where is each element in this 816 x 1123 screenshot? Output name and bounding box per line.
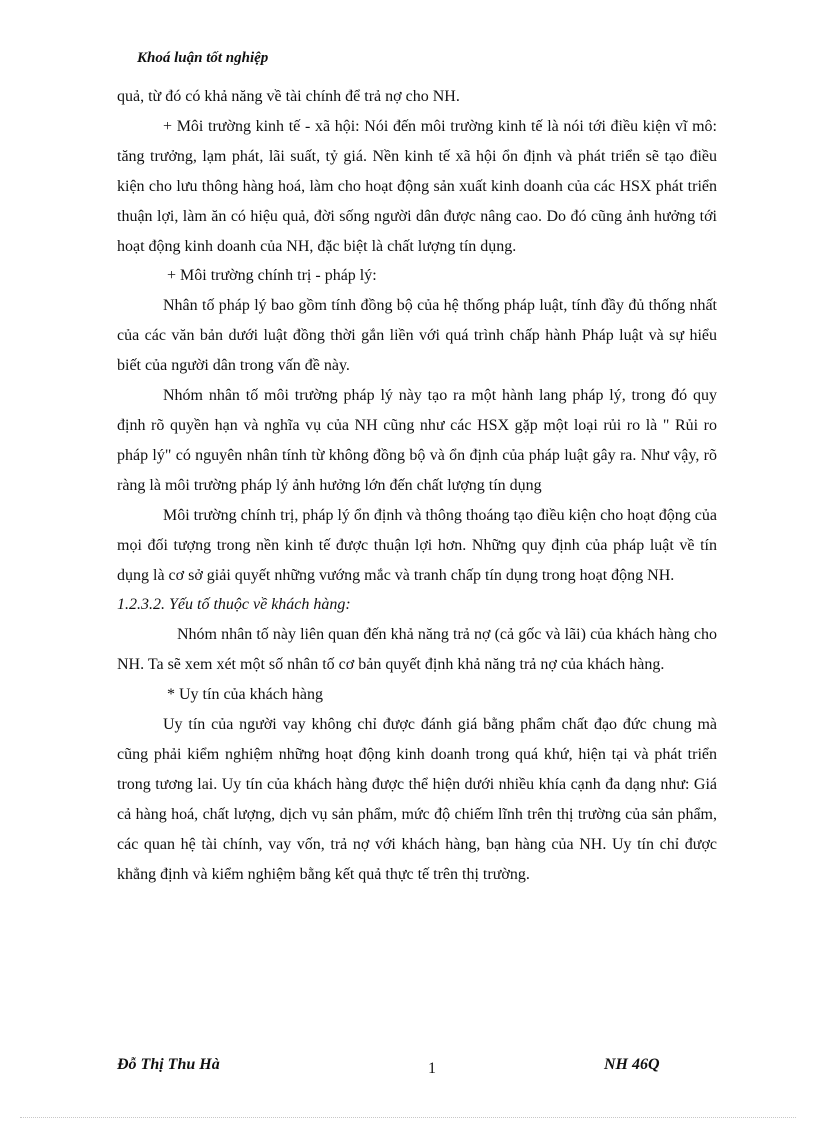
paragraph-customer-reputation-heading: * Uy tín của khách hàng (167, 686, 323, 704)
paragraph-political-legal-heading: + Môi trường chính trị - pháp lý: (167, 267, 377, 285)
paragraph-political-stability: Môi trường chính trị, pháp lý ổn định và thông thoáng tạo điều kiện cho hoạt động của mọi đối tượng trong nền kinh tế được thuận lợi hơn. Những quy định của pháp luật về tín dụng là cơ sở giải quyết những vướng mắc và tranh chấp tín dụng trong hoạt động NH. (117, 506, 717, 584)
page-bottom-divider (20, 1117, 796, 1118)
footer-class: NH 46Q (604, 1056, 660, 1073)
page-number: 1 (428, 1060, 436, 1077)
paragraph-legal-corridor: Nhóm nhân tố môi trường pháp lý này tạo ra một hành lang pháp lý, trong đó quy định rõ quyền hạn và nghĩa vụ của NH cũng như các HSX gặp một loại rủi ro là " Rủi ro pháp lý" có nguyên nhân tính từ không đồng bộ và ổn định của pháp luật gây ra. Như vậy, rõ ràng là môi trường pháp lý ảnh hưởng lớn đến chất lượng tín dụng (117, 387, 717, 494)
section-heading: 1.2.3.2. Yếu tố thuộc về khách hàng: (117, 596, 351, 614)
paragraph-customer-factors: Nhóm nhân tố này liên quan đến khả năng trả nợ (cả gốc và lãi) của khách hàng cho NH. Ta sẽ xem xét một số nhân tố cơ bản quyết định khả năng trả nợ của khách hàng. (117, 626, 717, 674)
paragraph-customer-reputation: Uy tín của người vay không chỉ được đánh giá bằng phẩm chất đạo đức chung mà cũng phải kiểm nghiệm những hoạt động kinh doanh trong quá khứ, hiện tại và phát triển trong tương lai. Uy tín của khách hàng được thể hiện dưới nhiều khía cạnh đa dạng như: Giá cả hàng hoá, chất lượng, dịch vụ sản phẩm, mức độ chiếm lĩnh trên thị trường của sản phẩm, các quan hệ tài chính, vay vốn, trả nợ với khách hàng, bạn hàng của NH. Uy tín chỉ được khẳng định và kiểm nghiệm bằng kết quả thực tế trên thị trường. (117, 716, 717, 883)
footer-author: Đỗ Thị Thu Hà (117, 1056, 220, 1073)
paragraph-continuation: quả, từ đó có khả năng về tài chính để trả nợ cho NH. (117, 88, 460, 105)
paragraph-economic-environment: + Môi trường kinh tế - xã hội: Nói đến môi trường kinh tế là nói tới điều kiện vĩ mô: tăng trưởng, lạm phát, lãi suất, tỷ giá. Nền kinh tế xã hội ổn định và phát triển sẽ tạo điều kiện cho lưu thông hàng hoá, làm cho hoạt động sản xuất kinh doanh của các HSX phát triển thuận lợi, làm ăn có hiệu quả, đời sống người dân được nâng cao. Do đó cũng ảnh hưởng tới hoạt động kinh doanh của NH, đặc biệt là chất lượng tín dụng. (117, 117, 717, 255)
paragraph-legal-factor: Nhân tố pháp lý bao gồm tính đồng bộ của hệ thống pháp luật, tính đầy đủ thống nhất của các văn bản dưới luật đồng thời gắn liền với quá trình chấp hành Pháp luật và sự hiểu biết của người dân trong vấn đề này. (117, 297, 717, 375)
body-text (117, 82, 717, 889)
running-header: Khoá luận tốt nghiệp (137, 50, 269, 66)
